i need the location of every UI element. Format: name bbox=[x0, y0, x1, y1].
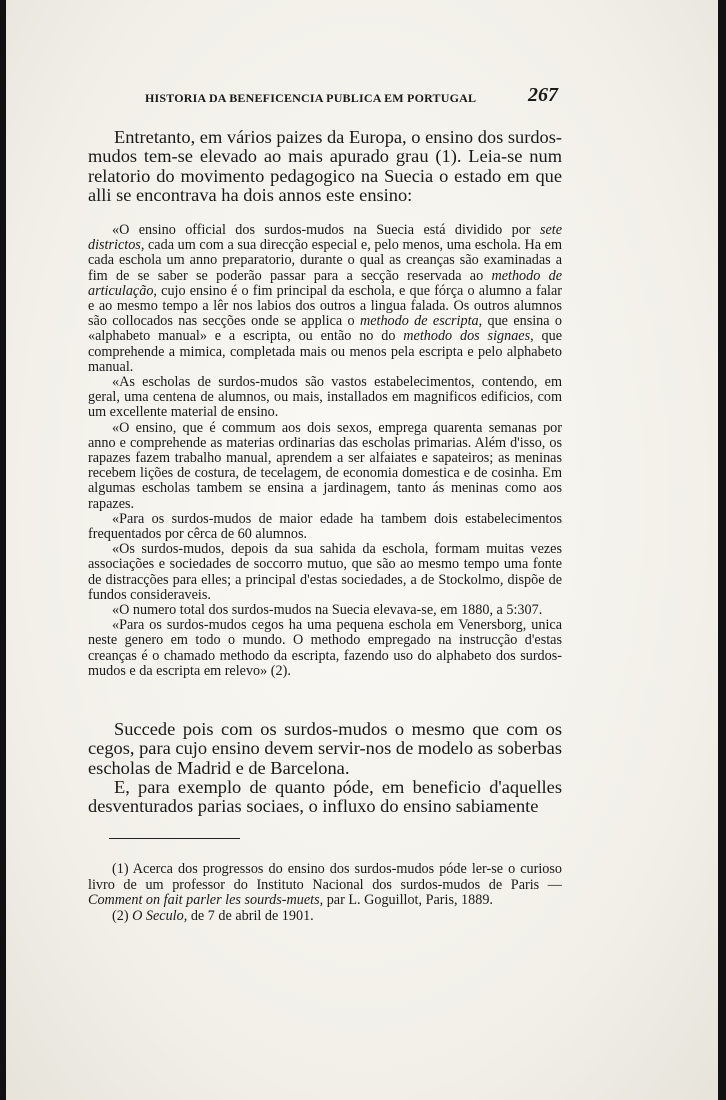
quote-paragraph-1: «O ensino official dos surdos-mudos na Suecia está dividido por sete districtos, cada um com a sua direcção especial e, pelo menos, uma eschola. Ha em cada eschola um anno preparatorio, durante o qual as creanças são examinadas a fim de se saber se poderão passar para a secção reservada ao methodo de articulação, cujo ensino é o fim principal da eschola, e que fórça o alumno a falar e ao mesmo tempo a lêr nos labios dos outros a lingua falada. Os outros alumnos são collocados nas secções onde se applica o methodo de escripta, que ensina o «alphabeto manual» e a escripta, ou então no do methodo dos signaes, que comprehende a mimica, completada mais ou menos pela escripta e pelo alphabeto manual. bbox=[88, 222, 562, 375]
footnote-1-book-title: Comment on fait parler les sourds-muets, bbox=[88, 892, 324, 908]
intro-paragraph: Entretanto, em vários paizes da Europa, o ensino dos surdos-mudos tem-se elevado ao mais apurado grau (1). Leia-se num relatorio do movimento pedagogico na Suecia o estado em que alli se encontrava ha dois annos este ensino: bbox=[88, 127, 562, 205]
quote-paragraph-4: «Para os surdos-mudos de maior edade ha tambem dois estabelecimentos frequentados por cêrca de 60 alumnos. bbox=[88, 510, 562, 543]
quote-paragraph-5: «Os surdos-mudos, depois da sua sahida da eschola, formam muitas vezes associações e sociedades de soccorro mutuo, que são ao mesmo tempo uma fonte de distracções para elles; a principal d'estas sociedades, a de Stockolmo, dispõe de fundos consideraveis. bbox=[88, 541, 562, 603]
quote-paragraph-6: «O numero total dos surdos-mudos na Suecia elevava-se, em 1880, a 5:307. bbox=[112, 602, 543, 619]
closing-paragraph-1: Succede pois com os surdos-mudos o mesmo que com os cegos, para cujo ensino devem servir-nos de modelo as soberbas escholas de Madrid e de Barcelona. bbox=[88, 719, 562, 778]
scan-edge-right bbox=[718, 0, 726, 1100]
footnote-2: (2) O Seculo, de 7 de abril de 1901. bbox=[112, 907, 314, 924]
emphasis-methodo-signaes: methodo dos signaes bbox=[403, 328, 531, 345]
quote-paragraph-3: «O ensino, que é commum aos dois sexos, emprega quarenta semanas por anno e comprehende as materias ordinarias das escholas primarias. Além d'isso, os rapazes fazem trabalho manual, aprendem a ser alfaiates e sapateiros; as meninas recebem lições de costura, de tecelagem, de economia domestica e de cosinha. Em algumas escholas tambem se ensina a jardinagem, tanto ás meninas como aos rapazes. bbox=[88, 419, 562, 512]
closing-paragraph-2: E, para exemplo de quanto póde, em beneficio d'aquelles desventurados parias sociaes, o influxo do ensino sabiamente bbox=[88, 776, 562, 817]
footnote-2-newspaper: O Seculo, bbox=[132, 907, 188, 924]
emphasis-methodo-escripta: methodo de escripta bbox=[359, 313, 479, 330]
quote-paragraph-7: «Para os surdos-mudos cegos ha uma pequena eschola em Venersborg, unica neste genero em todo o mundo. O methodo empregado na instrucção d'estas creanças é o chamado methodo da escripta, fazendo uso do alphabeto dos surdos-mudos e da escripta em relevo» (2). bbox=[88, 617, 562, 679]
quoted-report bbox=[88, 223, 562, 679]
footnote-rule bbox=[109, 838, 240, 839]
footnote-1: (1) Acerca dos progressos do ensino dos surdos-mudos póde ler-se o curioso livro de um professor do Instituto Nacional dos surdos-mudos de Paris — Comment on fait parler les sourds-muets, par L. Goguillot, Paris, 1889. bbox=[88, 861, 562, 908]
quote-paragraph-2: «As escholas de surdos-mudos são vastos estabelecimentos, contendo, em geral, uma centena de alumnos, ou mais, installados em magnificos edificios, com um excellente material de ensino. bbox=[88, 374, 562, 421]
footnotes bbox=[88, 862, 562, 924]
intro-section bbox=[88, 128, 562, 205]
running-header: HISTORIA DA BENEFICENCIA PUBLICA EM PORTUGAL bbox=[145, 91, 477, 105]
emphasis-methodo-articulacao: methodo de articulação bbox=[88, 267, 562, 299]
scan-edge-left bbox=[0, 0, 6, 1100]
closing-section bbox=[88, 720, 562, 816]
emphasis-sete-districtos: sete districtos bbox=[88, 222, 562, 254]
page-number: 267 bbox=[528, 84, 558, 106]
